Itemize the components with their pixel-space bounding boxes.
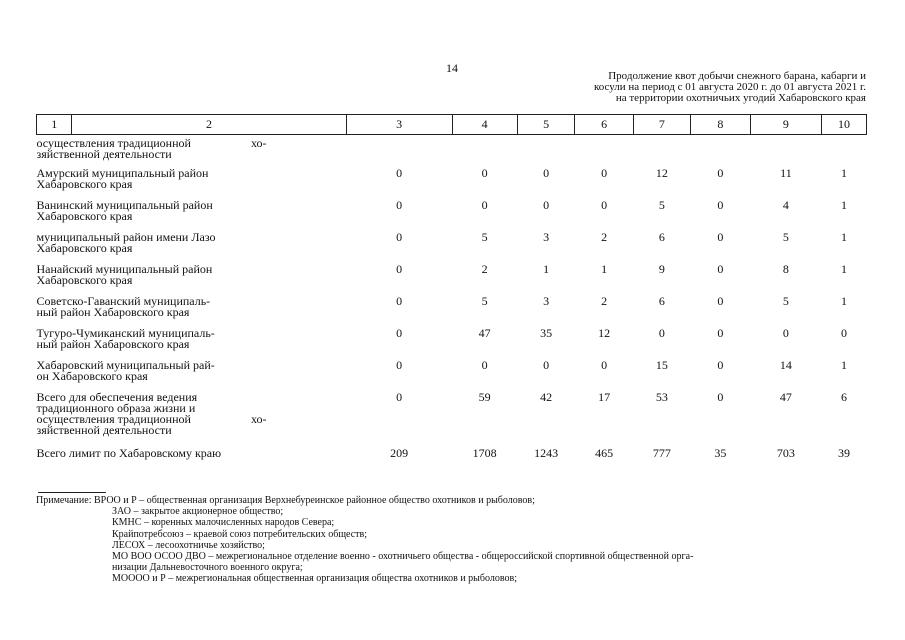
value-cell: 0 [717,389,724,404]
title-line: Продолжение квот добычи снежного барана, кабарги и [608,70,866,82]
value-cell: 14 [779,357,792,372]
value-cell: 0 [717,325,724,340]
footnote-line: КМНС – коренных малочисленных народов Севера; [112,517,335,529]
value-cell: 59 [478,389,491,404]
value-cell: 8 [782,261,789,276]
header-cell: 3 [346,115,452,135]
value-cell: 0 [396,197,403,212]
row-label: хо- [250,136,267,150]
value-cell: 1 [841,261,848,276]
table-row [37,166,867,198]
value-cell: 0 [717,261,724,276]
table-header-row [37,115,867,135]
value-cell: 0 [481,165,488,180]
header-cell: 8 [691,115,751,135]
value-cell: 12 [598,325,611,340]
value-cell: 47 [779,389,792,404]
value-cell: 0 [396,325,403,340]
header-cell: 10 [822,115,867,135]
title-line: на территории охотничьих угодий Хабаровского края [615,92,866,104]
value-cell: 5 [481,293,488,308]
value-cell: 0 [543,357,550,372]
row-label: Хабаровского края [36,208,133,223]
row-label: Всего лимит по Хабаровскому краю [36,445,222,460]
value-cell: 1 [841,165,848,180]
value-cell: 465 [595,445,614,460]
value-cell: 0 [841,325,848,340]
value-cell: 0 [396,293,403,308]
table-row-continued [37,135,867,166]
value-cell: 53 [655,389,668,404]
value-cell: 4 [782,197,789,212]
value-cell: 0 [601,357,608,372]
value-cell: 0 [396,389,403,404]
value-cell: 0 [396,261,403,276]
value-cell: 12 [655,165,668,180]
value-cell: 2 [481,261,488,276]
value-cell: 15 [655,357,668,372]
value-cell: 5 [481,229,488,244]
table-row-total-traditional [37,390,867,446]
value-cell: 703 [776,445,795,460]
header-cell: 1 [37,115,72,135]
value-cell: 47 [478,325,491,340]
footnotes [36,495,882,585]
value-cell: 0 [782,325,789,340]
table-row [37,294,867,326]
value-cell: 0 [658,325,665,340]
value-cell: 1 [841,229,848,244]
header-cell: 2 [72,115,346,135]
row-label: осуществления традиционной [36,411,191,426]
footnote-line: МО ВОО ОСОО ДВО – межрегиональное отделение военно - охотничьего общества - общероссийской спортивной общественной орга- [112,551,694,563]
title-line: косули на период с 01 августа 2020 г. до 01 августа 2021 г. [593,81,866,93]
value-cell: 0 [481,197,488,212]
header-cell: 9 [750,115,821,135]
row-label: Ванинский муниципальный район [36,197,213,212]
row-label: хо- [250,411,267,426]
value-cell: 0 [717,293,724,308]
value-cell: 0 [717,357,724,372]
table-row-total-limit [37,446,867,468]
row-label: зяйственной деятельности [36,147,172,161]
value-cell: 0 [543,197,550,212]
value-cell: 0 [717,165,724,180]
value-cell: 17 [598,389,611,404]
value-cell: 6 [658,229,665,244]
value-cell: 3 [543,229,550,244]
row-label: ный район Хабаровского края [36,336,190,351]
value-cell: 6 [658,293,665,308]
header-cell: 4 [452,115,517,135]
value-cell: 5 [658,197,665,212]
row-label: Амурский муниципальный район [36,165,209,180]
value-cell: 0 [601,165,608,180]
value-cell: 0 [396,229,403,244]
footnote-line: Примечание: ВРОО и Р – общественная организация Верхнебуреинское районное общество охотников и рыболовов; [36,495,535,506]
table-title [520,71,866,104]
value-cell: 1 [841,357,848,372]
value-cell: 0 [717,229,724,244]
footnote-line: низации Дальневосточного военного округа; [112,562,303,574]
value-cell: 0 [396,357,403,372]
value-cell: 39 [838,445,851,460]
value-cell: 0 [481,357,488,372]
row-label: Всего для обеспечения ведения [36,389,198,404]
header-cell: 5 [517,115,575,135]
table-row [37,262,867,294]
value-cell: 9 [658,261,665,276]
row-label: Хабаровский муниципальный рай- [36,357,215,372]
value-cell: 1708 [472,445,497,460]
value-cell: 0 [543,165,550,180]
value-cell: 3 [543,293,550,308]
value-cell: 2 [601,229,608,244]
value-cell: 35 [540,325,553,340]
value-cell: 777 [652,445,671,460]
value-cell: 35 [714,445,727,460]
value-cell: 5 [782,293,789,308]
row-label: ный район Хабаровского края [36,304,190,319]
value-cell: 6 [841,389,848,404]
table-row [37,358,867,390]
row-label: Хабаровского края [36,272,133,287]
value-cell: 1 [601,261,608,276]
row-label: Хабаровского края [36,176,133,191]
value-cell: 1 [841,293,848,308]
row-label: Тугуро-Чумиканский муниципаль- [36,325,215,340]
table-row [37,326,867,358]
row-label: он Хабаровского края [36,368,148,383]
value-cell: 1243 [534,445,559,460]
value-cell: 1 [543,261,550,276]
value-cell: 0 [717,197,724,212]
footnote-line: Крайпотребсоюз – краевой союз потребительских обществ; [112,528,368,540]
row-label: осуществления традиционной [36,136,191,150]
footnote-divider [38,492,106,493]
row-label: муниципальный район имени Лазо [36,229,216,244]
footnote-line: ЗАО – закрытое акционерное общество; [112,506,284,518]
value-cell: 5 [782,229,789,244]
footnote-line: МОООО и Р – межрегиональная общественная организация общества охотников и рыболовов; [112,573,518,585]
header-cell: 7 [633,115,690,135]
value-cell: 1 [841,197,848,212]
table-row [37,198,867,230]
page-number: 14 [446,61,458,75]
footnote-line: ЛЕСОХ – лесоохотничье хозяйство; [112,539,265,551]
value-cell: 2 [601,293,608,308]
row-label: Нанайский муниципальный район [36,261,213,276]
value-cell: 42 [540,389,553,404]
table-row [37,230,867,262]
header-cell: 6 [575,115,633,135]
value-cell: 11 [780,165,792,180]
row-label: традиционного образа жизни и [36,400,196,415]
value-cell: 0 [601,197,608,212]
value-cell: 209 [390,445,409,460]
quota-table [36,114,867,468]
value-cell: 0 [396,165,403,180]
row-label: зяйственной деятельности [36,422,172,437]
row-label: Советско-Гаванский муниципаль- [36,293,211,308]
row-label: Хабаровского края [36,240,133,255]
